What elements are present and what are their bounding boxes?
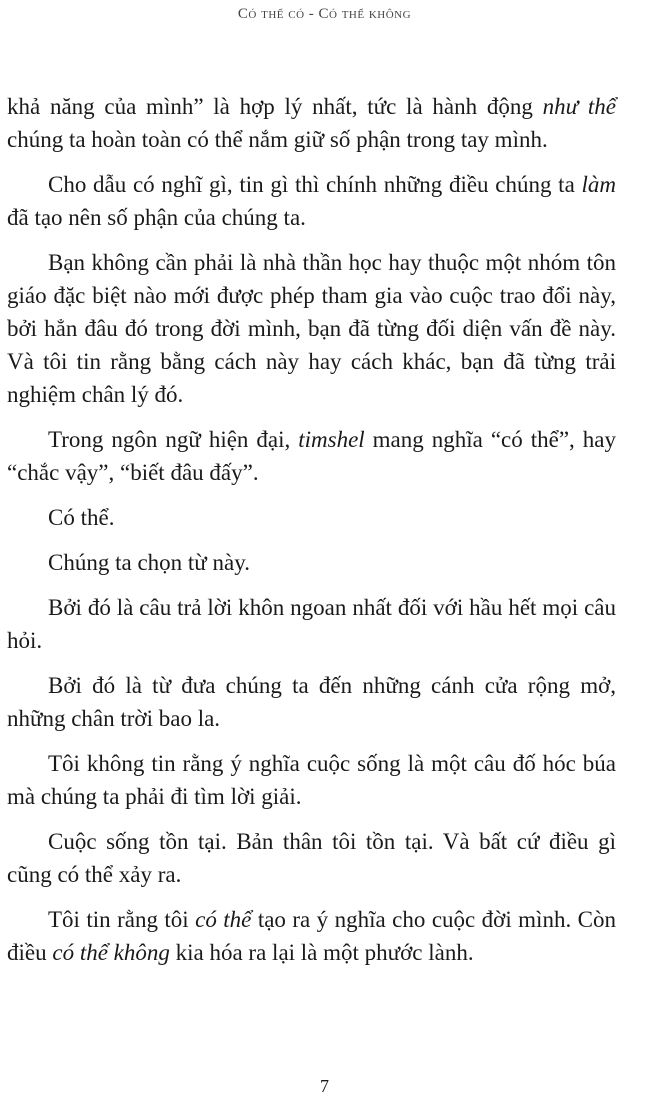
text-segment: Cho dẫu có nghĩ gì, tin gì thì chính những điều chúng ta [48,172,582,197]
text-segment: Trong ngôn ngữ hiện đại, [48,427,299,452]
text-segment: Có thể. [48,505,115,530]
text-segment: đã tạo nên số phận của chúng ta. [7,205,306,230]
text-segment: kia hóa ra lại là một phước lành. [169,940,474,965]
italic-text-segment: có thể không [52,940,170,965]
text-segment: Tôi tin rằng tôi [48,907,196,932]
paragraph [7,825,616,891]
text-segment: mang nghĩa “có thể”, hay “chắc vậy”, “biết đâu đấy”. [7,427,616,485]
text-segment: Cuộc sống tồn tại. Bản thân tôi tồn tại. Và bất cứ điều gì cũng có thể xảy ra. [7,829,616,887]
paragraph [7,669,616,735]
text-segment: khả năng của mình” là hợp lý nhất, tức là hành động [7,94,543,119]
italic-text-segment: làm [581,172,616,197]
paragraph [7,246,616,411]
page-number: 7 [320,1076,329,1096]
text-segment: Bởi đó là câu trả lời khôn ngoan nhất đối với hầu hết mọi câu hỏi. [7,595,616,653]
italic-text-segment: như thể [542,94,616,119]
running-header: Có thể có - Có thể không [237,6,412,22]
paragraph [7,501,616,534]
italic-text-segment: timshel [298,427,365,452]
italic-text-segment: có thể [195,907,252,932]
text-segment: Bạn không cần phải là nhà thần học hay thuộc một nhóm tôn giáo đặc biệt nào mới được phép tham gia vào cuộc trao đổi này, bởi hẳn đâu đó trong đời mình, bạn đã từng đối diện vấn đề này. Và tôi tin rằng bằng cách này hay cách khác, bạn đã từng trải nghiệm chân lý đó. [7,250,616,407]
paragraph [7,90,616,156]
paragraph [7,747,616,813]
paragraph [7,546,616,579]
text-segment: Chúng ta chọn từ này. [48,550,250,575]
paragraph [7,168,616,234]
text-segment: tạo ra ý nghĩa cho cuộc đời mình. Còn điều [7,907,616,965]
paragraph [7,423,616,489]
paragraph [7,591,616,657]
page-body [7,90,616,981]
text-segment: chúng ta hoàn toàn có thể nắm giữ số phận trong tay mình. [7,127,548,152]
paragraph [7,903,616,969]
text-segment: Tôi không tin rằng ý nghĩa cuộc sống là một câu đố hóc búa mà chúng ta phải đi tìm lời giải. [7,751,616,809]
text-segment: Bởi đó là từ đưa chúng ta đến những cánh cửa rộng mở, những chân trời bao la. [7,673,616,731]
